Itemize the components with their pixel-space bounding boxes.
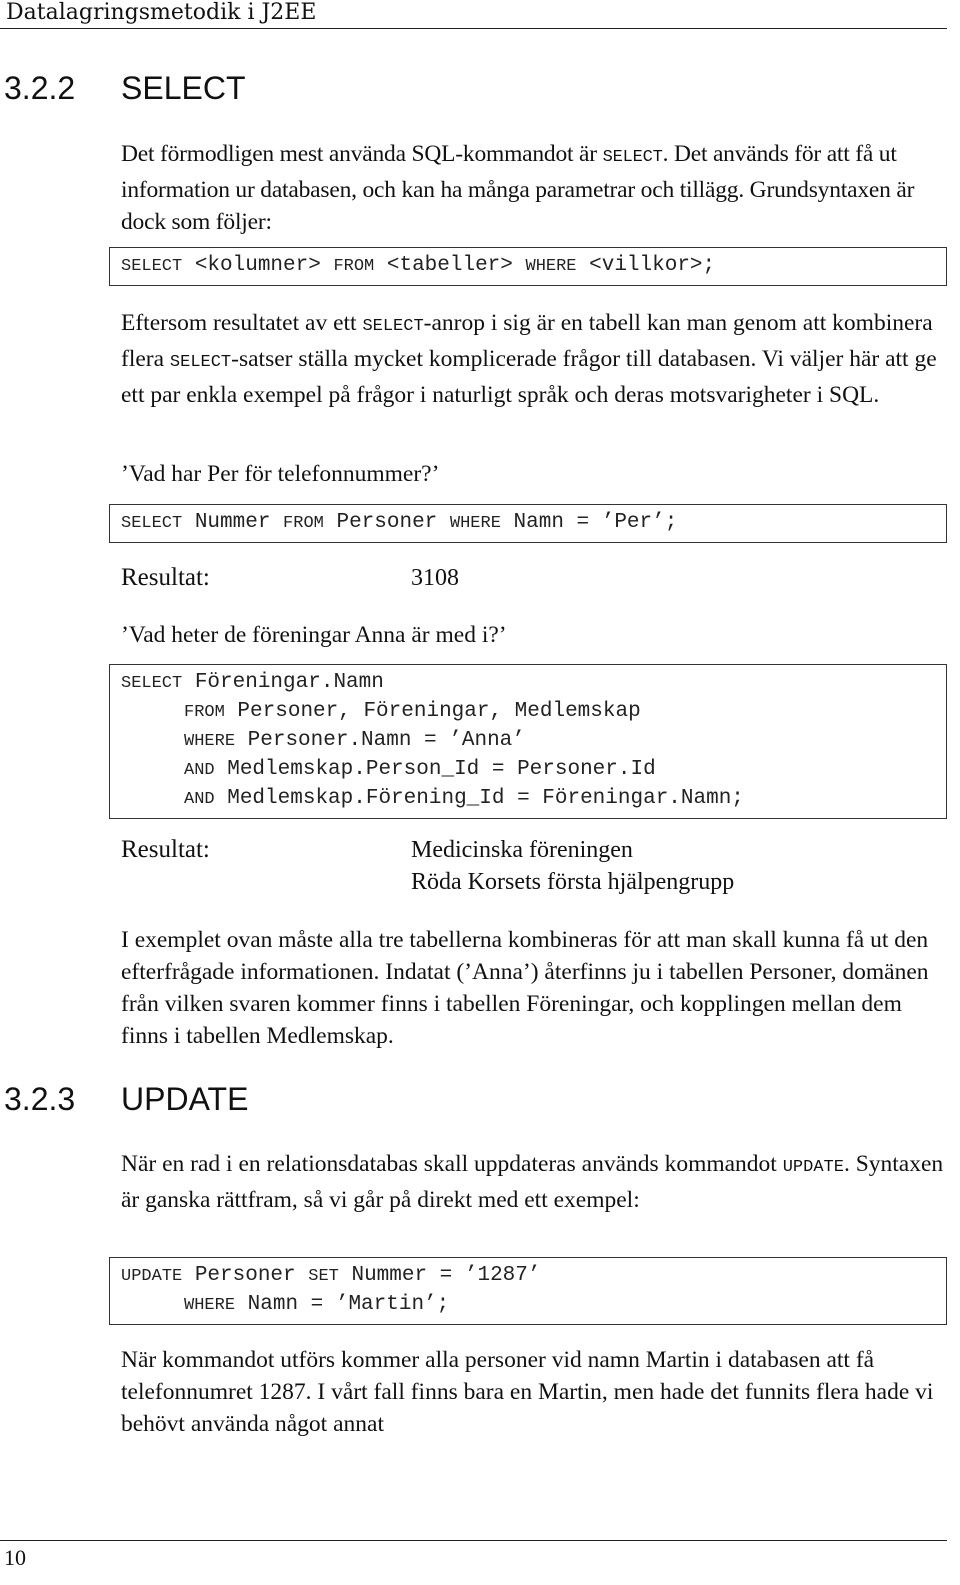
keyword: FROM <box>283 514 324 533</box>
keyword: WHERE <box>184 1296 236 1315</box>
text: . Det används för att få ut information ur databasen, och kan ha många parametrar och tillägg. Grundsyntaxen är dock som följer: <box>121 141 915 235</box>
keyword: FROM <box>333 257 375 276</box>
code-text: Namn = ’Per’; <box>500 511 678 534</box>
update-explanation-paragraph: När kommandot utförs kommer alla personer vid namn Martin i databasen att få telefonnumret 1287. I vårt fall finns bara en Martin, men hade det funnits flera hade vi behövt använda något annat <box>121 1347 934 1437</box>
keyword: UPDATE <box>121 1267 183 1286</box>
update-code <box>109 1257 947 1325</box>
code-text: <tabeller> <box>374 254 526 277</box>
text: Eftersom resultatet av ett <box>121 310 363 336</box>
question-1: ’Vad har Per för telefonnummer?’ <box>121 461 440 487</box>
select-explanation-paragraph <box>121 307 947 411</box>
text: -anrop i sig är en tabell kan man genom att kombinera flera <box>121 310 933 372</box>
document-title: Datalagringsmetodik i J2EE <box>6 0 317 25</box>
section-title: SELECT <box>121 70 246 106</box>
keyword: SELECT <box>121 674 183 693</box>
result-value-2b: Röda Korsets första hjälpengrupp <box>411 869 735 895</box>
keyword: FROM <box>184 703 225 722</box>
keyword: WHERE <box>525 257 577 276</box>
keyword: WHERE <box>184 732 236 751</box>
result-label-2: Resultat: <box>121 836 210 863</box>
select-intro-paragraph <box>121 138 947 238</box>
section-number: 3.2.3 <box>4 1081 76 1117</box>
select-summary-paragraph: I exemplet ovan måste alla tre tabellerna kombineras för att man skall kunna få ut den efterfrågade informationen. Indatat (’Anna’) återfinns ju i tabellen Personer, domänen från vilken svaren kommer finns i tabellen Föreningar, och kopplingen mellan dem finns i tabellen Medlemskap. <box>121 927 929 1049</box>
section-heading-update <box>4 1081 248 1117</box>
keyword: AND <box>184 790 215 809</box>
question-1-code <box>109 504 947 543</box>
question-2: ’Vad heter de föreningar Anna är med i?’ <box>121 622 507 648</box>
inline-code: SELECT <box>362 317 424 336</box>
section-heading-select <box>4 70 245 106</box>
result-label-1: Resultat: <box>121 564 210 591</box>
code-text: Medlemskap.Förening_Id = Föreningar.Namn; <box>214 787 744 810</box>
footer-divider <box>0 1540 947 1541</box>
code-text: Föreningar.Namn <box>182 671 384 694</box>
text: När en rad i en relationsdatabas skall uppdateras används kommandot <box>121 1151 783 1177</box>
inline-code: SELECT <box>169 353 232 372</box>
text: -satser ställa mycket komplicerade frågor till databasen. Vi väljer här att ge ett par enkla exempel på frågor i naturligt språk och deras motsvarigheter i SQL. <box>121 346 937 408</box>
keyword: SELECT <box>121 514 183 533</box>
code-text: Personer.Namn = ’Anna’ <box>235 729 525 752</box>
keyword: SELECT <box>121 257 183 276</box>
code-text: Personer, Föreningar, Medlemskap <box>224 700 641 723</box>
keyword: WHERE <box>449 514 501 533</box>
code-text: <villkor>; <box>576 254 716 277</box>
keyword: AND <box>184 761 215 780</box>
text: . Syntaxen är ganska rättfram, så vi går på direkt med ett exempel: <box>121 1151 944 1213</box>
result-value-1: 3108 <box>411 565 459 591</box>
code-text: Medlemskap.Person_Id = Personer.Id <box>214 758 656 781</box>
code-text: Nummer <box>182 511 284 534</box>
code-text: Personer <box>182 1264 309 1287</box>
question-2-code <box>109 664 947 819</box>
code-text: <kolumner> <box>182 254 334 277</box>
inline-code: UPDATE <box>782 1158 844 1177</box>
section-title: UPDATE <box>121 1081 249 1117</box>
select-syntax-code <box>109 247 947 286</box>
inline-code: SELECT <box>602 148 663 167</box>
section-number: 3.2.2 <box>4 70 76 106</box>
page-number: 10 <box>4 1545 26 1570</box>
keyword: SET <box>308 1267 339 1286</box>
running-header <box>0 0 947 29</box>
update-intro-paragraph <box>121 1148 947 1216</box>
code-text: Personer <box>323 511 450 534</box>
code-text: Namn = ’Martin’; <box>235 1293 450 1316</box>
code-text: Nummer = ’1287’ <box>338 1264 541 1287</box>
text: Det förmodligen mest använda SQL-kommandot är <box>121 141 603 167</box>
result-value-2a: Medicinska föreningen <box>411 837 633 863</box>
